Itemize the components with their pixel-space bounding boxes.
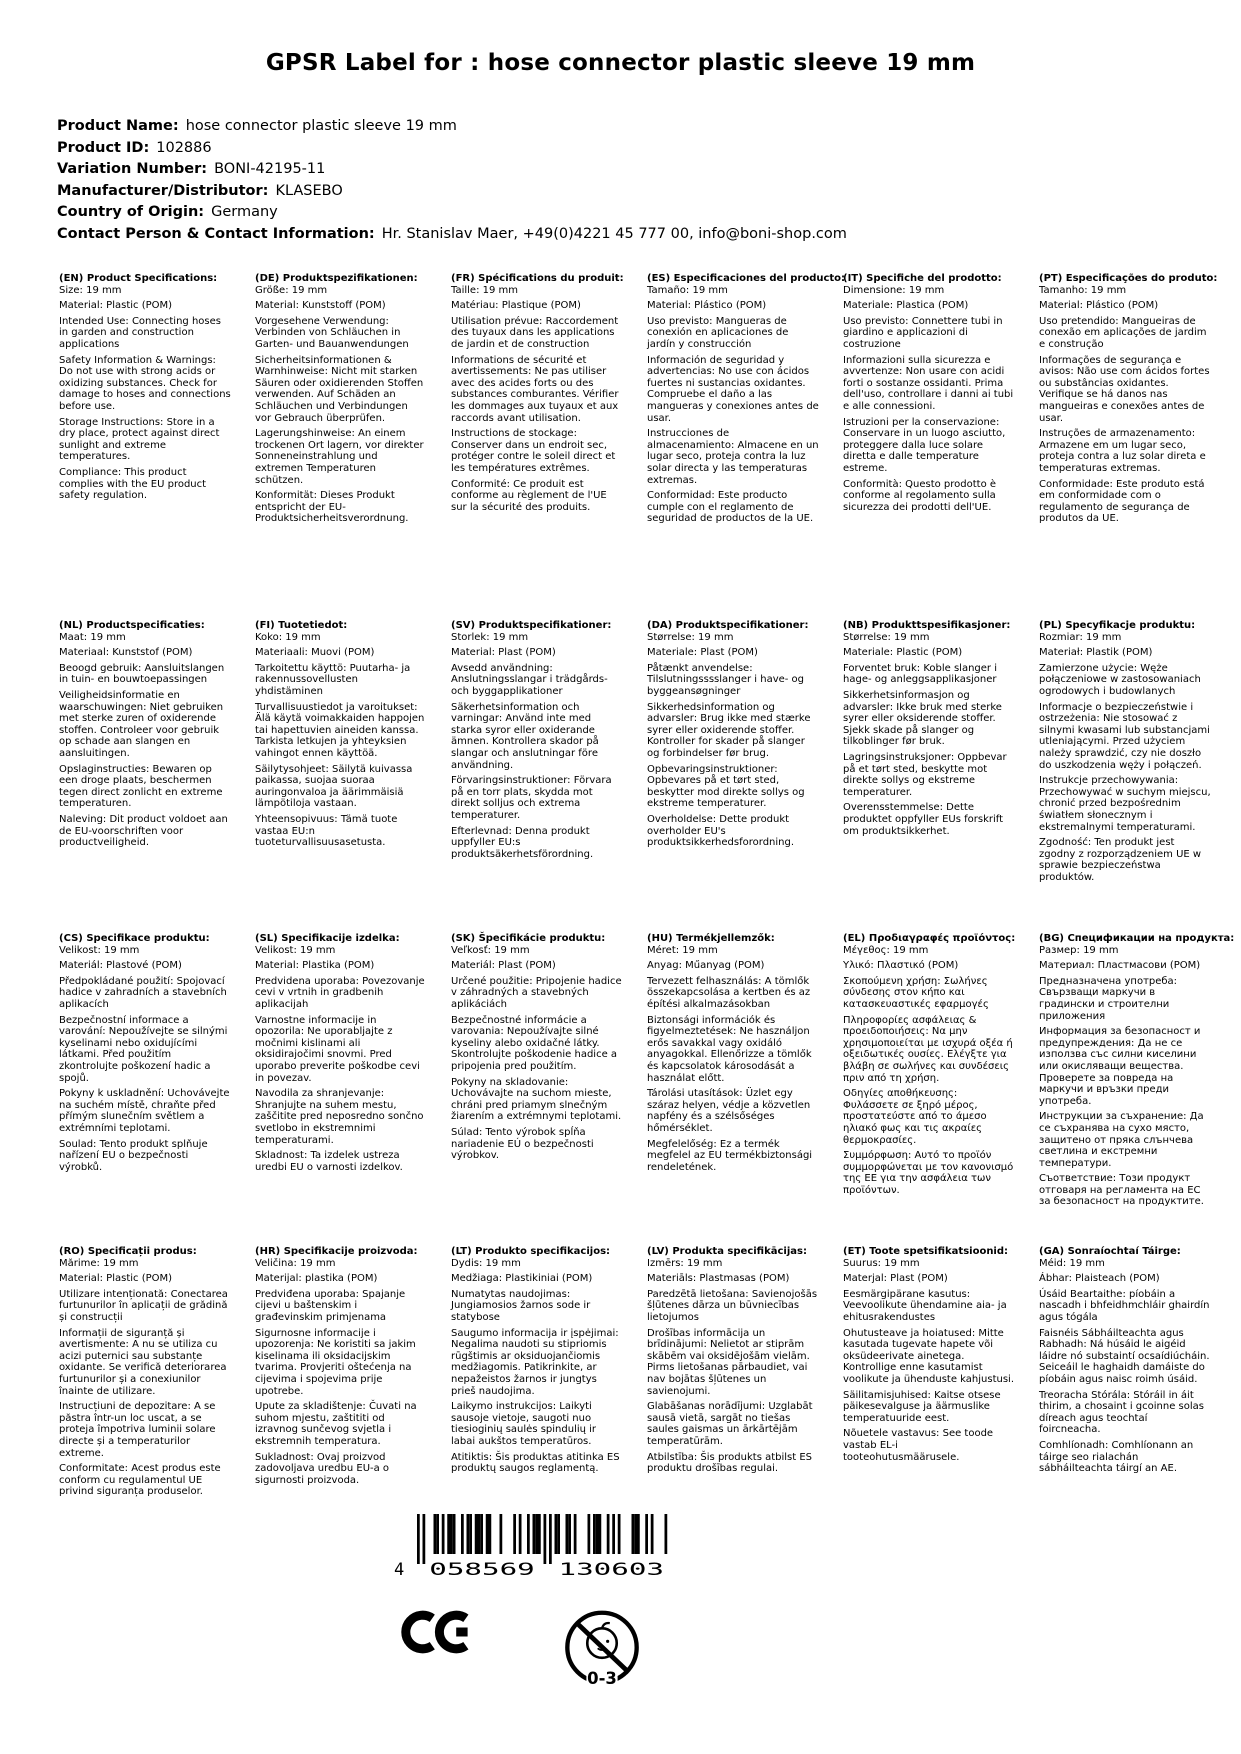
manufacturer-label: Manufacturer/Distributor: [57, 182, 269, 199]
spec-paragraph: Instrukcje przechowywania: Przechowywać w suchym miejscu, chronić przed bezpośrednim światłem słonecznym i ekstremalnymi temperaturami. [1039, 775, 1211, 833]
spec-paragraph: Rozmiar: 19 mm [1039, 631, 1122, 643]
spec-paragraph: Turvallisuustiedot ja varoitukset: Älä käytä voimakkaiden happojen tai hapettuvien aineiden kanssa. Tarkista letkujen ja yhteyksien vahingot ennen käyttöä. [255, 701, 425, 759]
spec-paragraph: Forventet bruk: Koble slanger i hage- og anleggsapplikasjoner [843, 662, 997, 686]
spec-block [255, 933, 427, 1173]
spec-paragraph: Biztonsági információk és figyelmeztetések: Ne használjon erős savakkal vagy oxidáló anyagokkal. Ellenőrizze a tömlők és kapcsolatok károsodását a használat előtt. [647, 1014, 812, 1084]
spec-block-body [843, 945, 1015, 1197]
spec-block [843, 620, 1015, 837]
baby-face-icon [587, 1628, 616, 1657]
spec-paragraph: Materiale: Plastic (POM) [843, 647, 963, 659]
spec-paragraph: Materiāls: Plastmasas (POM) [647, 1273, 790, 1285]
spec-paragraph: Konformität: Dieses Produkt entspricht der EU-Produktsicherheitsverordnung. [255, 490, 409, 525]
spec-block [451, 1246, 623, 1475]
spec-block-header: (LV) Produkta specifikācijas: [647, 1246, 807, 1257]
spec-block-header: (IT) Specifiche del prodotto: [843, 273, 1002, 284]
spec-paragraph: Veličina: 19 mm [255, 1257, 336, 1269]
spec-paragraph: Súlad: Tento výrobok spĺňa nariadenie EÚ o bezpečnosti výrobkov. [451, 1126, 594, 1162]
spec-paragraph: Σκοπούμενη χρήση: Σωλήνες σύνδεσης στον κήπο και κατασκευαστικές εφαρμογές [843, 975, 989, 1010]
spec-block [1039, 933, 1235, 1208]
spec-block-body [255, 945, 427, 1174]
spec-block [647, 933, 819, 1173]
spec-paragraph: Sicherheitsinformationen & Warnhinweise: Nicht mit starken Säuren oder oxidierenden Stoffen verwenden. Auf Schäden an Schläuchen und Verbindungen vor Gebrauch überprüfen. [255, 354, 424, 424]
spec-paragraph: Tervezett felhasználás: A tömlők összekapcsolása a kertben és az építési alkalmazásokban [647, 975, 811, 1010]
spec-block-body [843, 1258, 1015, 1464]
spec-paragraph: Υλικό: Πλαστικό (POM) [843, 960, 959, 972]
spec-paragraph: Materiál: Plastové (POM) [59, 960, 182, 972]
spec-block-body [255, 632, 427, 849]
spec-paragraph: Storlek: 19 mm [451, 631, 529, 643]
spec-paragraph: Opbevaringsinstruktioner: Opbevares på et tørt sted, beskytter mod direkte sollys og ekstreme temperaturer. [647, 763, 805, 810]
spec-paragraph: Tamaño: 19 mm [647, 284, 728, 296]
spec-paragraph: Informații de siguranță și avertismente: A nu se utiliza cu acizi puternici sau substanțe oxidante. Se verifică deteriorarea furtunurilor și a conexiunilor înainte de utilizare. [59, 1327, 227, 1397]
spec-paragraph: Numatytas naudojimas: Jungiamosios žarnos sode ir statybose [451, 1288, 591, 1323]
spec-paragraph: Faisnéis Sábháilteachta agus Rabhadh: Ná húsáid le aigéid láidre nó substaintí ocsaídiúcháin. Seiceáil le haghaidh damáiste do píobáin agus naisc roimh úsáid. [1039, 1327, 1210, 1385]
spec-paragraph: Varnostne informacije in opozorila: Ne uporabljajte z močnimi kislinami ali oksidirajočimi snovmi. Pred uporabo preverite poškodbe cevi in povezav. [255, 1014, 420, 1084]
spec-block [59, 1246, 231, 1498]
spec-paragraph: Размер: 19 mm [1039, 944, 1119, 956]
spec-paragraph: Sukladnost: Ovaj proizvod zadovoljava uredbu EU-a o sigurnosti proizvoda. [255, 1451, 390, 1486]
spec-paragraph: Mărime: 19 mm [59, 1257, 139, 1269]
spec-paragraph: Dimensione: 19 mm [843, 284, 945, 296]
spec-paragraph: Materiaali: Muovi (POM) [255, 647, 375, 659]
spec-block-body [1039, 945, 1211, 1208]
spec-paragraph: Størrelse: 19 mm [843, 631, 930, 643]
product-id-value: 102886 [156, 139, 212, 156]
spec-block-header: (HR) Specifikacije proizvoda: [255, 1246, 418, 1257]
spec-block-header: (FR) Spécifications du produit: [451, 273, 624, 284]
spec-paragraph: Informacje o bezpieczeństwie i ostrzeżenia: Nie stosować z silnymi kwasami lub substancjami utleniającymi. Przed użyciem należy sprawdzić, czy nie doszło do uszkodzenia węży i połączeń. [1039, 701, 1210, 771]
spec-paragraph: Atbilstība: Šis produkts atbilst ES produktu drošības regulai. [647, 1451, 813, 1475]
spec-block-header: (SV) Produktspecifikationer: [451, 620, 612, 631]
spec-block-body [255, 1258, 427, 1487]
spec-paragraph: Laikymo instrukcijos: Laikyti sausoje vietoje, saugoti nuo tiesioginių saulės spindulių ir labai aukštos temperatūros. [451, 1401, 597, 1447]
ean13-barcode [391, 1514, 691, 1580]
spec-block-body [59, 1258, 231, 1498]
spec-block-header: (NL) Productspecificaties: [59, 620, 205, 631]
spec-paragraph: Material: Plástico (POM) [1039, 300, 1159, 312]
spec-paragraph: Efterlevnad: Denna produkt uppfyller EU:s produktsäkerhetsförordning. [451, 825, 594, 860]
spec-block [647, 620, 819, 849]
spec-paragraph: Informações de segurança e avisos: Não use com ácidos fortes ou substâncias oxidantes. Verifique se há danos nas mangueiras e conexões antes de usar. [1039, 354, 1210, 424]
spec-paragraph: Určené použitie: Pripojenie hadice v záhradných a stavebných aplikáciách [451, 975, 622, 1010]
spec-paragraph: Material: Plastika (POM) [255, 960, 375, 972]
spec-paragraph: Anyag: Műanyag (POM) [647, 960, 765, 972]
product-id-label: Product ID: [57, 139, 150, 156]
spec-block [1039, 1246, 1211, 1475]
spec-paragraph: Säilytysohjeet: Säilytä kuivassa paikassa, suojaa suoraa auringonvaloa ja äärimmäisiä lämpötiloja vastaan. [255, 763, 413, 810]
specs-grid [59, 273, 1241, 1498]
spec-block [255, 620, 427, 849]
product-info-row [57, 224, 1241, 246]
spec-block [451, 933, 623, 1162]
spec-paragraph: Taille: 19 mm [451, 284, 519, 296]
spec-paragraph: Megfelelőség: Ez a termék megfelel az EU termékbiztonsági rendeletének. [647, 1138, 813, 1173]
spec-block [843, 273, 1015, 513]
barcode-digits: 4 [394, 1559, 405, 1580]
spec-paragraph: Saugumo informacija ir įspėjimai: Negalima naudoti su stipriomis rūgštimis ar oksiduojančiomis medžiagomis. Patikrinkite, ar nepažeistos žarnos ir jungtys prieš naudojima. [451, 1327, 619, 1397]
spec-block [647, 1246, 819, 1475]
spec-block-body [843, 632, 1015, 838]
spec-paragraph: Paredzētā lietošana: Savienojošās šļūtenes dārza un būvniecības lietojumos [647, 1288, 818, 1323]
spec-paragraph: Beoogd gebruik: Aansluitslangen in tuin- en bouwtoepassingen [59, 662, 225, 686]
spec-paragraph: Instructions de stockage: Conserver dans un endroit sec, protéger contre le soleil direct et les températures extrêmes. [451, 428, 616, 474]
spec-paragraph: Påtænkt anvendelse: Tilslutningsssslanger i have- og byggeansøgninger [647, 662, 805, 697]
spec-paragraph: Predvidena uporaba: Povezovanje cevi v vrtnih in gradbenih aplikacijah [255, 975, 425, 1010]
spec-block-body [451, 632, 623, 861]
spec-paragraph: Storage Instructions: Store in a dry place, protect against direct sunlight and extreme temperatures. [59, 416, 220, 463]
spec-paragraph: Conformidade: Este produto está em conformidade com o regulamento de segurança de produtos da UE. [1039, 478, 1205, 525]
footer-symbols [391, 1514, 731, 1692]
spec-paragraph: Matériau: Plastique (POM) [451, 300, 581, 312]
spec-paragraph: Größe: 19 mm [255, 284, 328, 296]
spec-paragraph: Sikkerhedsinformation og advarsler: Brug ikke med stærke syrer eller oxiderende stoffer. Kontroller for skader på slanger og forbindelser før brug. [647, 701, 811, 759]
spec-paragraph: Информация за безопасност и предупреждения: Да не се използва със силни киселини или окисляващи вещества. Проверете за повреда на маркучи и връзки преди употреба. [1039, 1026, 1201, 1107]
spec-paragraph: Overensstemmelse: Dette produktet oppfyller EUs forskrift om produktsikkerhet. [843, 802, 1004, 837]
spec-block-body [1039, 632, 1211, 884]
spec-block-body [451, 285, 623, 514]
spec-paragraph: Säkerhetsinformation och varningar: Använd inte med starka syror eller oxiderande ämnen. Kontrollera skador på slangar och anslutningar före användning. [451, 701, 599, 771]
spec-paragraph: Comhlíonadh: Comhlíonann an táirge seo rialachán sábháilteachta táirgí an AE. [1039, 1439, 1194, 1475]
spec-paragraph: Materiál: Plast (POM) [451, 960, 556, 972]
spec-block-header: (EN) Product Specifications: [59, 273, 218, 284]
spec-block-body [647, 285, 819, 525]
spec-paragraph: Συμμόρφωση: Αυτό το προϊόν συμμορφώνεται με τον κανονισμό της ΕΕ για την ασφάλεια των προϊόντων. [843, 1150, 1014, 1196]
spec-block-body [1039, 1258, 1211, 1475]
spec-block-header: (GA) Sonraíochtaí Táirge: [1039, 1246, 1181, 1257]
spec-paragraph: Tamanho: 19 mm [1039, 284, 1127, 296]
spec-block-header: (CS) Specifikace produktu: [59, 933, 210, 944]
ce-mark-icon [401, 1608, 479, 1656]
spec-paragraph: Intended Use: Connecting hoses in garden and construction applications [59, 315, 221, 350]
spec-paragraph: Förvaringsinstruktioner: Förvara på en torr plats, skydda mot direkt solljus och extrema temperaturer. [451, 775, 612, 821]
spec-paragraph: Naleving: Dit product voldoet aan de EU-voorschriften voor productveiligheid. [59, 813, 228, 849]
spec-paragraph: Safety Information & Warnings: Do not use with strong acids or oxidizing substances. Check for damage to hoses and connections before use. [59, 354, 231, 412]
spec-paragraph: Størrelse: 19 mm [647, 631, 734, 643]
product-info-row [57, 159, 1241, 181]
spec-paragraph: Material: Plastic (POM) [59, 300, 173, 312]
spec-paragraph: Informations de sécurité et avertissements: Ne pas utiliser avec des acides forts ou des substances comburantes. Vérifier les dommages aux tuyaux et aux raccords avant utilisation. [451, 354, 619, 424]
spec-block-header: (SK) Špecifikácie produktu: [451, 933, 606, 944]
spec-paragraph: Upute za skladištenje: Čuvati na suhom mjestu, zaštititi od izravnog sunčevog svjetla i ekstremnih temperatura. [255, 1401, 417, 1447]
spec-paragraph: Atitiktis: Šis produktas atitinka ES produktų saugos reglamentą. [451, 1451, 620, 1475]
spec-paragraph: Veľkosť: 19 mm [451, 944, 530, 956]
spec-paragraph: Soulad: Tento produkt splňuje nařízení EU o bezpečnosti výrobků. [59, 1138, 208, 1173]
spec-paragraph: Material: Plastic (POM) [59, 1273, 173, 1285]
age-warning-label: 0-3 [587, 1668, 617, 1688]
spec-paragraph: Informazioni sulla sicurezza e avvertenze: Non usare con acidi forti o sostanze ossidanti. Prima dell'uso, controllare i danni ai tubi e alle connessioni. [843, 354, 1014, 412]
contact-label: Contact Person & Contact Information: [57, 225, 375, 242]
spec-paragraph: Instruções de armazenamento: Armazene em um lugar seco, proteja contra a luz solar direta e temperaturas extremas. [1039, 428, 1206, 474]
spec-block [1039, 620, 1211, 883]
spec-block [647, 273, 846, 525]
spec-paragraph: Material: Kunststoff (POM) [255, 300, 386, 312]
spec-block-body [451, 945, 623, 1162]
spec-block-body [647, 632, 819, 849]
spec-block-body [1039, 285, 1211, 525]
spec-paragraph: Instrucciones de almacenamiento: Almacene en un lugar seco, proteja contra la luz solar directa y las temperaturas extremas. [647, 428, 819, 486]
spec-paragraph: Инструкции за съхранение: Да се съхранява на сухо място, защитено от пряка слънчева светлина и екстремни температури. [1039, 1111, 1204, 1169]
variation-number-value: BONI-42195-11 [214, 161, 326, 177]
spec-paragraph: Πληροφορίες ασφάλειας & προειδοποιήσεις: Να μην χρησιμοποιείται με ισχυρά οξέα ή οξειδωτικές ουσίες. Ελέγξτε για βλάβη σε σωλήνες και συνδέσεις πριν από τη χρήση. [843, 1014, 1013, 1084]
spec-block-header: (BG) Спецификации на продукта: [1039, 933, 1235, 944]
spec-block-header: (PL) Specyfikacje produktu: [1039, 620, 1196, 631]
spec-paragraph: Treoracha Stórála: Stóráil in áit thirim, a chosaint i gcoinne solas díreach agus teochtaí foircneacha. [1039, 1389, 1204, 1436]
product-info-row [57, 202, 1241, 224]
spec-paragraph: Nõuetele vastavus: See toode vastab EL-i tooteohutusmäärusele. [843, 1428, 994, 1463]
product-info-row [57, 138, 1241, 160]
spec-paragraph: Zamierzone użycie: Węże połączeniowe w zastosowaniach ogrodowych i budowlanych [1039, 662, 1201, 697]
page-title: GPSR Label for : hose connector plastic sleeve 19 mm [265, 50, 976, 76]
spec-block-header: (HU) Termékjellemzők: [647, 933, 775, 944]
spec-paragraph: Predviđena uporaba: Spajanje cijevi u baštenskim i građevinskim primjenama [255, 1288, 406, 1323]
spec-paragraph: Úsáid Beartaithe: píobáin a nascadh i bhfeidhmchláir ghairdín agus tógála [1039, 1288, 1210, 1323]
spec-paragraph: Tarkoitettu käyttö: Puutarha- ja rakennussovellusten yhdistäminen [255, 662, 411, 697]
spec-block-body [647, 1258, 819, 1475]
spec-block-header: (PT) Especificações do produto: [1039, 273, 1218, 284]
spec-block-header: (DA) Produktspecifikationer: [647, 620, 809, 631]
product-info-row [57, 181, 1241, 203]
product-info [57, 116, 1241, 245]
spec-block-body [843, 285, 1015, 514]
spec-paragraph: Lagerungshinweise: An einem trockenen Ort lagern, vor direkter Sonneneinstrahlung und extremen Temperaturen schützen. [255, 428, 424, 486]
variation-number-label: Variation Number: [57, 161, 208, 177]
spec-block-header: (FI) Tuotetiedot: [255, 620, 348, 631]
spec-paragraph: Dydis: 19 mm [451, 1257, 521, 1269]
spec-paragraph: Yhteensopivuus: Tämä tuote vastaa EU:n tuoteturvallisuusasetusta. [255, 813, 398, 849]
spec-block-header: (EL) Προδιαγραφές προϊόντος: [843, 933, 1016, 944]
spec-paragraph: Uso previsto: Mangueras de conexión en aplicaciones de jardín y construcción [647, 315, 789, 350]
spec-paragraph: Size: 19 mm [59, 284, 122, 296]
spec-block-header: (ES) Especificaciones del producto: [647, 273, 846, 284]
spec-block-body [647, 945, 819, 1174]
spec-paragraph: Materijal: plastika (POM) [255, 1273, 378, 1285]
spec-paragraph: Pokyny k uskladnění: Uchovávejte na suchém místě, chraňte před přímým slunečním světlem a extrémními teplotami. [59, 1088, 230, 1134]
spec-paragraph: Utilisation prévue: Raccordement des tuyaux dans les applications de jardin et de construction [451, 315, 619, 350]
prohibition-slash [576, 1622, 629, 1672]
spec-paragraph: Conformitate: Acest produs este conform cu regulamentul UE privind siguranța produselor. [59, 1463, 221, 1498]
spec-paragraph: Sigurnosne informacije i upozorenja: Ne koristiti sa jakim kiselinama ili oksidacijskim tvarima. Provjeriti oštećenja na cijevima i spojevima prije upotrebe. [255, 1327, 416, 1397]
spec-paragraph: Maat: 19 mm [59, 631, 126, 643]
spec-paragraph: Materiał: Plastik (POM) [1039, 647, 1153, 659]
spec-paragraph: Ohutusteave ja hoiatused: Mitte kasutada tugevate hapete või oksüdeerivate ainetega. Kontrollige enne kasutamist voolikute ja ühenduste kahjustusi. [843, 1327, 1015, 1385]
spec-paragraph: Utilizare intenționată: Conectarea furtunurilor în aplicații de grădină și construcții [59, 1288, 228, 1323]
spec-paragraph: Méid: 19 mm [1039, 1257, 1105, 1269]
spec-paragraph: Glabāšanas norādījumi: Uzglabāt sausā vietā, sargāt no tiešas saules gaismas un ārkārtējām temperatūrām. [647, 1401, 813, 1447]
spec-paragraph: Pokyny na skladovanie: Uchovávajte na suchom mieste, chráni pred priamym slnečným žiarením a extrémnymi teplotami. [451, 1076, 622, 1123]
spec-paragraph: Koko: 19 mm [255, 631, 321, 643]
spec-block-body [255, 285, 427, 525]
manufacturer-value: KLASEBO [275, 182, 343, 199]
spec-block-body [59, 945, 231, 1174]
spec-block [255, 273, 427, 525]
age-warning-0-3-icon [563, 1608, 641, 1692]
spec-paragraph: Bezpečnostní informace a varování: Nepoužívejte se silnými kyselinami nebo oxidujícími látkami. Před použitím zkontrolujte poškození hadic a spojů. [59, 1014, 228, 1084]
spec-paragraph: Zgodność: Ten produkt jest zgodny z rozporządzeniem UE w sprawie bezpieczeństwa produktów. [1039, 837, 1202, 883]
spec-paragraph: Velikost: 19 mm [255, 944, 336, 956]
spec-paragraph: Conformité: Ce produit est conforme au règlement de l'UE sur la sécurité des produits. [451, 478, 607, 513]
spec-paragraph: Vorgesehene Verwendung: Verbinden von Schläuchen in Garten- und Bauanwendungen [255, 315, 409, 350]
spec-paragraph: Materjal: Plast (POM) [843, 1273, 948, 1285]
spec-paragraph: Uso previsto: Connettere tubi in giardino e applicazioni di costruzione [843, 315, 1003, 350]
spec-paragraph: Materiale: Plast (POM) [647, 647, 758, 659]
spec-block-header: (NB) Produkttspesifikasjoner: [843, 620, 1011, 631]
spec-paragraph: Medžiaga: Plastikiniai (POM) [451, 1273, 593, 1285]
spec-paragraph: Navodila za shranjevanje: Shranjujte na suhem mestu, zaščitite pred neposredno sončno svetlobo in ekstremnimi temperaturami. [255, 1088, 424, 1146]
spec-paragraph: Opslaginstructies: Bewaren op een droge plaats, beschermen tegen direct zonlicht en extreme temperaturen. [59, 763, 223, 810]
country-of-origin-value: Germany [211, 204, 278, 220]
spec-block-header: (SL) Specifikacije izdelka: [255, 933, 400, 944]
spec-paragraph: Ábhar: Plaisteach (POM) [1039, 1273, 1160, 1285]
spec-paragraph: Instrucțiuni de depozitare: A se păstra într-un loc uscat, a se proteja împotriva luminii solare directe și a temperaturilor extreme. [59, 1401, 216, 1459]
product-info-row [57, 116, 1241, 138]
spec-paragraph: Drošības informācija un brīdinājumi: Nelietot ar stiprām skābēm vai oksidējošām vielām. Pirms lietošanas pārbaudiet, vai nav bojātas šļūtenes un savienojumi. [647, 1327, 810, 1397]
spec-paragraph: Материал: Пластмасови (POM) [1039, 960, 1201, 972]
spec-paragraph: Uso pretendido: Mangueiras de conexão em aplicações de jardim e construção [1039, 315, 1207, 350]
barcode-digits: 130603 [558, 1559, 664, 1580]
spec-paragraph: Material: Plast (POM) [451, 647, 556, 659]
spec-block [451, 273, 623, 513]
country-of-origin-label: Country of Origin: [57, 204, 205, 220]
spec-paragraph: Avsedd användning: Anslutningsslangar i trädgårds- och byggapplikationer [451, 662, 608, 697]
spec-paragraph: Conformità: Questo prodotto è conforme al regolamento sulla sicurezza dei prodotti dell'UE. [843, 478, 997, 513]
spec-paragraph: Suurus: 19 mm [843, 1257, 920, 1269]
spec-paragraph: Conformidad: Este producto cumple con el reglamento de seguridad de productos de la UE. [647, 490, 814, 525]
spec-paragraph: Skladnost: Ta izdelek ustreza uredbi EU o varnosti izdelkov. [255, 1150, 403, 1173]
spec-paragraph: Μέγεθος: 19 mm [843, 944, 929, 956]
symbol-row [401, 1608, 731, 1692]
spec-block-body [59, 285, 231, 502]
spec-paragraph: Información de seguridad y advertencias: No use con ácidos fuertes ni sustancias oxidantes. Compruebe el daño a las mangueras y conexiones antes de usar. [647, 354, 819, 424]
spec-paragraph: Οδηγίες αποθήκευσης: Φυλάσσετε σε ξηρό μέρος, προστατεύστε από το άμεσο ηλιακό φως και τις ακραίες θερμοκρασίες. [843, 1088, 987, 1146]
spec-paragraph: Material: Plástico (POM) [647, 300, 767, 312]
spec-block [59, 273, 231, 502]
spec-paragraph: Předpokládané použití: Spojovací hadice v zahradních a stavebních aplikacích [59, 975, 227, 1010]
spec-block [1039, 273, 1218, 525]
spec-paragraph: Istruzioni per la conservazione: Conservare in un luogo asciutto, proteggere dalla luce solare diretta e dalle temperature estreme. [843, 416, 1006, 474]
contact-value: Hr. Stanislav Maer, +49(0)4221 45 777 00, info@boni-shop.com [381, 225, 847, 242]
spec-block-header: (ET) Toote spetsifikatsioonid: [843, 1246, 1009, 1257]
spec-paragraph: Veiligheidsinformatie en waarschuwingen: Niet gebruiken met sterke zuren of oxiderende stoffen. Controleer voor gebruik op schade aan slangen en aansluitingen. [59, 689, 224, 759]
spec-paragraph: Materiaal: Kunststof (POM) [59, 647, 193, 659]
spec-paragraph: Lagringsinstruksjoner: Oppbevar på et tørt sted, beskytte mot direkte sollys og ekstreme temperaturer. [843, 751, 1007, 798]
barcode-digits: 058569 [429, 1559, 535, 1580]
spec-paragraph: Предназначена употреба: Свързващи маркучи в градински и строителни приложения [1039, 975, 1178, 1022]
spec-paragraph: Sikkerhetsinformasjon og advarsler: Ikke bruk med sterke syrer eller oksiderende stoffer. Sjekk skade på slanger og tilkoblinger før bruk. [843, 689, 1002, 748]
spec-paragraph: Overholdelse: Dette produkt overholder EU's produktsikkerhedsforordning. [647, 813, 795, 849]
product-name-label: Product Name: [57, 118, 179, 134]
spec-block [59, 620, 231, 849]
spec-block-body [451, 1258, 623, 1475]
product-name-value: hose connector plastic sleeve 19 mm [185, 118, 457, 134]
spec-block-body [59, 632, 231, 849]
spec-block-header: (RO) Specificații produs: [59, 1246, 197, 1257]
spec-block [255, 1246, 427, 1486]
spec-block [59, 933, 231, 1173]
spec-paragraph: Materiale: Plastica (POM) [843, 300, 969, 312]
spec-paragraph: Velikost: 19 mm [59, 944, 140, 956]
spec-paragraph: Bezpečnostné informácie a varovania: Nepoužívajte silné kyseliny alebo oxidačné látky. Skontrolujte poškodenie hadice a pripojenia pred použitím. [451, 1014, 618, 1072]
spec-paragraph: Eesmärgipärane kasutus: Veevoolikute ühendamine aia- ja ehitusrakendustes [843, 1288, 1007, 1323]
spec-paragraph: Izmērs: 19 mm [647, 1257, 723, 1269]
spec-block-header: (DE) Produktspezifikationen: [255, 273, 418, 284]
spec-block [843, 1246, 1015, 1463]
spec-paragraph: Tárolási utasítások: Üzlet egy száraz helyen, védje a közvetlen napfény és a szélsőséges hőmérséklet. [647, 1088, 811, 1134]
spec-paragraph: Säilitamisjuhised: Kaitse otsese päikesevalguse ja äärmuslike temperatuuride eest. [843, 1389, 1001, 1424]
spec-paragraph: Compliance: This product complies with the EU product safety regulation. [59, 466, 207, 502]
spec-block [451, 620, 623, 860]
spec-paragraph: Съответствие: Този продукт отговаря на регламента на ЕС за безопасност на продуктите. [1039, 1173, 1204, 1208]
spec-paragraph: Méret: 19 mm [647, 944, 718, 956]
spec-block-header: (LT) Produkto specifikacijos: [451, 1246, 611, 1257]
spec-block [843, 933, 1015, 1196]
